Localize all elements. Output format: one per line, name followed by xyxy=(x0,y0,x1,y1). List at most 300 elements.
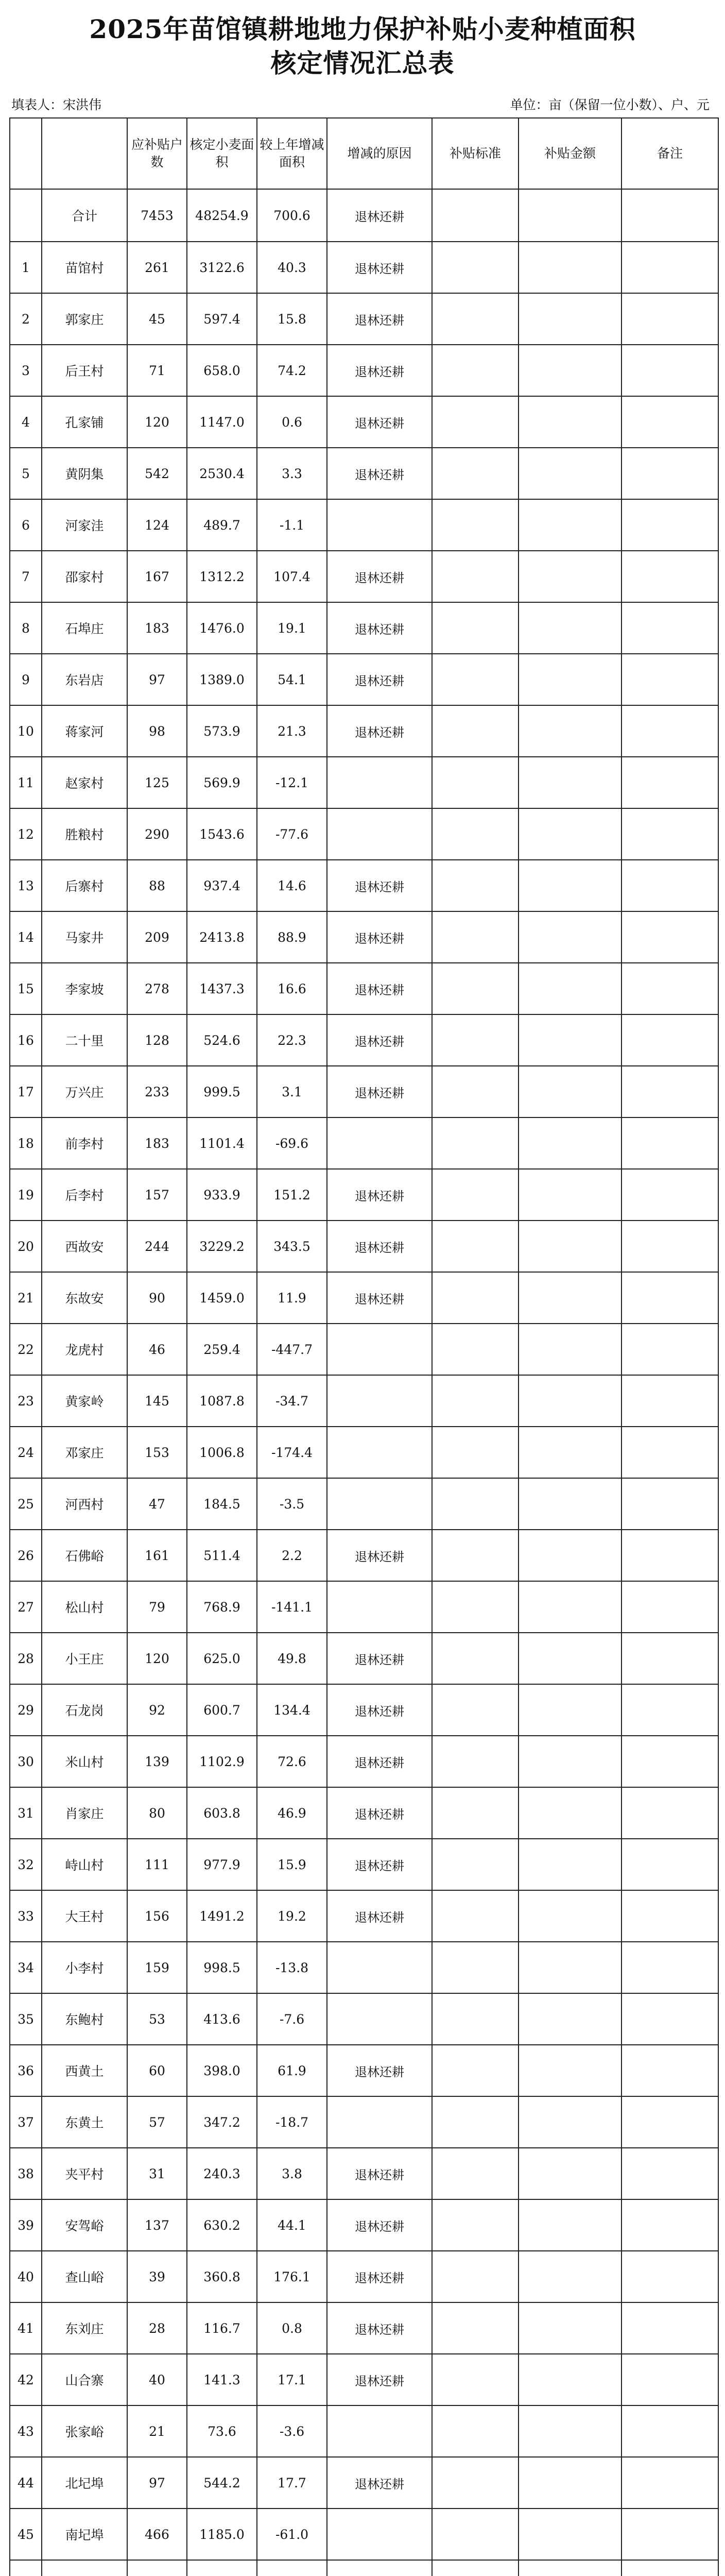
row-seq: 25 xyxy=(10,1478,42,1530)
row-households: 183 xyxy=(127,1117,187,1169)
row-amount xyxy=(519,2560,622,2576)
row-seq: 40 xyxy=(10,2251,42,2302)
row-remark xyxy=(622,499,718,551)
row-area: 1102.9 xyxy=(187,1736,257,1787)
row-area: 3122.6 xyxy=(187,242,257,293)
row-remark xyxy=(622,2045,718,2096)
row-area: 603.8 xyxy=(187,1787,257,1839)
row-standard xyxy=(432,911,519,963)
row-seq: 24 xyxy=(10,1427,42,1478)
row-seq: 23 xyxy=(10,1375,42,1427)
table-row xyxy=(10,1633,718,1684)
row-standard xyxy=(432,1427,519,1478)
row-remark xyxy=(622,1169,718,1221)
row-village: 东故安 xyxy=(42,1272,127,1324)
row-village: 马家井 xyxy=(42,911,127,963)
row-standard xyxy=(432,808,519,860)
row-households: 53 xyxy=(127,1993,187,2045)
row-village: 龙虎村 xyxy=(42,1324,127,1375)
row-remark xyxy=(622,1324,718,1375)
row-households: 290 xyxy=(127,808,187,860)
row-change: -61.0 xyxy=(257,2509,327,2560)
row-village: 峙山村 xyxy=(42,1839,127,1890)
row-reason xyxy=(327,2560,432,2576)
row-amount xyxy=(519,1478,622,1530)
header-area: 核定小麦面积 xyxy=(187,118,257,189)
row-amount xyxy=(519,1530,622,1581)
table-row xyxy=(10,1375,718,1427)
row-seq: 13 xyxy=(10,860,42,911)
row-reason xyxy=(327,1993,432,2045)
row-standard xyxy=(432,1633,519,1684)
row-standard xyxy=(432,1942,519,1993)
row-reason xyxy=(327,1581,432,1633)
row-remark xyxy=(622,1530,718,1581)
row-reason xyxy=(327,1375,432,1427)
row-standard xyxy=(432,2560,519,2576)
row-seq: 4 xyxy=(10,396,42,448)
row-standard xyxy=(432,654,519,705)
row-area: 625.0 xyxy=(187,1633,257,1684)
row-village: 大王村 xyxy=(42,1890,127,1942)
row-area xyxy=(187,2560,257,2576)
row-seq: 18 xyxy=(10,1117,42,1169)
row-reason xyxy=(327,1427,432,1478)
row-seq: 9 xyxy=(10,654,42,705)
row-change: 22.3 xyxy=(257,1014,327,1066)
row-standard xyxy=(432,345,519,396)
table-row xyxy=(10,2560,718,2576)
row-remark xyxy=(622,1942,718,1993)
row-change: -174.4 xyxy=(257,1427,327,1478)
row-area: 259.4 xyxy=(187,1324,257,1375)
row-amount xyxy=(519,1427,622,1478)
header-remark: 备注 xyxy=(622,118,718,189)
row-households: 40 xyxy=(127,2354,187,2405)
total-label: 合计 xyxy=(42,189,127,242)
row-reason: 退林还耕 xyxy=(327,654,432,705)
row-remark xyxy=(622,1272,718,1324)
row-amount xyxy=(519,1581,622,1633)
row-reason: 退林还耕 xyxy=(327,1839,432,1890)
row-village: 东岩店 xyxy=(42,654,127,705)
row-village: 河家洼 xyxy=(42,499,127,551)
row-reason: 退林还耕 xyxy=(327,1684,432,1736)
table-row xyxy=(10,654,718,705)
row-households: 28 xyxy=(127,2302,187,2354)
row-area: 511.4 xyxy=(187,1530,257,1581)
row-change: -77.6 xyxy=(257,808,327,860)
row-change: 0.8 xyxy=(257,2302,327,2354)
row-remark xyxy=(622,1014,718,1066)
row-remark xyxy=(622,293,718,345)
row-households: 90 xyxy=(127,1272,187,1324)
row-standard xyxy=(432,705,519,757)
row-seq: 35 xyxy=(10,1993,42,2045)
row-reason: 退林还耕 xyxy=(327,293,432,345)
row-standard xyxy=(432,2148,519,2199)
row-seq: 6 xyxy=(10,499,42,551)
row-households: 278 xyxy=(127,963,187,1014)
row-amount xyxy=(519,1942,622,1993)
row-seq: 28 xyxy=(10,1633,42,1684)
row-area: 600.7 xyxy=(187,1684,257,1736)
row-reason: 退林还耕 xyxy=(327,860,432,911)
row-standard xyxy=(432,1736,519,1787)
table-row xyxy=(10,602,718,654)
table-row xyxy=(10,1427,718,1478)
row-village: 米山村 xyxy=(42,1736,127,1787)
row-amount xyxy=(519,2509,622,2560)
row-reason: 退林还耕 xyxy=(327,242,432,293)
row-change: 19.1 xyxy=(257,602,327,654)
row-village: 孔家铺 xyxy=(42,396,127,448)
row-village: 松山村 xyxy=(42,1581,127,1633)
row-village xyxy=(42,2560,127,2576)
row-seq: 26 xyxy=(10,1530,42,1581)
row-change: 21.3 xyxy=(257,705,327,757)
row-village: 石埠庄 xyxy=(42,602,127,654)
row-households: 88 xyxy=(127,860,187,911)
row-area: 240.3 xyxy=(187,2148,257,2199)
table-row xyxy=(10,1736,718,1787)
table-row xyxy=(10,2354,718,2405)
row-change: 72.6 xyxy=(257,1736,327,1787)
row-standard xyxy=(432,1324,519,1375)
row-remark xyxy=(622,2096,718,2148)
row-area: 1312.2 xyxy=(187,551,257,602)
row-seq: 3 xyxy=(10,345,42,396)
row-amount xyxy=(519,293,622,345)
row-amount xyxy=(519,2148,622,2199)
row-households: 128 xyxy=(127,1014,187,1066)
row-reason: 退林还耕 xyxy=(327,1736,432,1787)
row-reason xyxy=(327,499,432,551)
row-change: -12.1 xyxy=(257,757,327,808)
row-change: 134.4 xyxy=(257,1684,327,1736)
row-standard xyxy=(432,1530,519,1581)
row-amount xyxy=(519,1117,622,1169)
row-amount xyxy=(519,396,622,448)
row-amount xyxy=(519,1375,622,1427)
table-row xyxy=(10,911,718,963)
row-village: 东鲍村 xyxy=(42,1993,127,2045)
table-row xyxy=(10,757,718,808)
header-households: 应补贴户数 xyxy=(127,118,187,189)
row-reason: 退林还耕 xyxy=(327,602,432,654)
row-households: 47 xyxy=(127,1478,187,1530)
row-reason: 退林还耕 xyxy=(327,1633,432,1684)
table-row xyxy=(10,2457,718,2509)
row-remark xyxy=(622,757,718,808)
row-area: 141.3 xyxy=(187,2354,257,2405)
row-households: 145 xyxy=(127,1375,187,1427)
table-row xyxy=(10,448,718,499)
row-amount xyxy=(519,2405,622,2457)
title-line-2: 核定情况汇总表 xyxy=(270,48,455,78)
row-amount xyxy=(519,499,622,551)
row-amount xyxy=(519,1272,622,1324)
row-households: 183 xyxy=(127,602,187,654)
row-village: 小王庄 xyxy=(42,1633,127,1684)
row-area: 184.5 xyxy=(187,1478,257,1530)
row-area: 1087.8 xyxy=(187,1375,257,1427)
row-remark xyxy=(622,396,718,448)
row-amount xyxy=(519,1633,622,1684)
row-area: 1543.6 xyxy=(187,808,257,860)
header-village xyxy=(42,118,127,189)
row-remark xyxy=(622,1478,718,1530)
row-change: -447.7 xyxy=(257,1324,327,1375)
row-area: 1006.8 xyxy=(187,1427,257,1478)
row-amount xyxy=(519,448,622,499)
reporter-label: 填表人：宋洪伟 xyxy=(11,97,102,112)
row-village: 石龙岗 xyxy=(42,1684,127,1736)
row-standard xyxy=(432,2509,519,2560)
row-reason xyxy=(327,1324,432,1375)
title-line-1: 2025年苗馆镇耕地地力保护补贴小麦种植面积 xyxy=(89,14,636,44)
row-village: 东刘庄 xyxy=(42,2302,127,2354)
unit-label: 单位：亩（保留一位小数）、户、元 xyxy=(510,97,710,112)
row-households: 209 xyxy=(127,911,187,963)
row-seq: 22 xyxy=(10,1324,42,1375)
row-change: -141.1 xyxy=(257,1581,327,1633)
row-seq: 33 xyxy=(10,1890,42,1942)
row-households: 157 xyxy=(127,1169,187,1221)
row-reason: 退林还耕 xyxy=(327,551,432,602)
row-village: 西故安 xyxy=(42,1221,127,1272)
total-remark xyxy=(622,189,718,242)
row-area: 977.9 xyxy=(187,1839,257,1890)
row-area: 1185.0 xyxy=(187,2509,257,2560)
row-area: 1437.3 xyxy=(187,963,257,1014)
row-remark xyxy=(622,2251,718,2302)
row-change: -1.1 xyxy=(257,499,327,551)
row-remark xyxy=(622,860,718,911)
table-row xyxy=(10,963,718,1014)
row-standard xyxy=(432,2096,519,2148)
row-change: 49.8 xyxy=(257,1633,327,1684)
row-households: 98 xyxy=(127,705,187,757)
row-reason: 退林还耕 xyxy=(327,1014,432,1066)
row-reason: 退林还耕 xyxy=(327,2354,432,2405)
row-standard xyxy=(432,1993,519,2045)
row-households: 542 xyxy=(127,448,187,499)
row-village: 黄家岭 xyxy=(42,1375,127,1427)
row-households xyxy=(127,2560,187,2576)
row-remark xyxy=(622,1684,718,1736)
header-row xyxy=(10,118,718,189)
row-amount xyxy=(519,2457,622,2509)
table-row xyxy=(10,1787,718,1839)
row-seq: 36 xyxy=(10,2045,42,2096)
row-seq: 15 xyxy=(10,963,42,1014)
row-households: 71 xyxy=(127,345,187,396)
total-seq xyxy=(10,189,42,242)
row-households: 153 xyxy=(127,1427,187,1478)
row-standard xyxy=(432,1014,519,1066)
row-area: 1491.2 xyxy=(187,1890,257,1942)
row-village: 小李村 xyxy=(42,1942,127,1993)
row-change: -7.6 xyxy=(257,1993,327,2045)
row-remark xyxy=(622,1375,718,1427)
row-remark xyxy=(622,1736,718,1787)
table-row xyxy=(10,1942,718,1993)
table-row xyxy=(10,1890,718,1942)
row-standard xyxy=(432,2457,519,2509)
row-standard xyxy=(432,1272,519,1324)
row-area: 524.6 xyxy=(187,1014,257,1066)
row-remark xyxy=(622,345,718,396)
row-village: 后王村 xyxy=(42,345,127,396)
meta-bar xyxy=(11,93,714,113)
table-row xyxy=(10,499,718,551)
row-change: 61.9 xyxy=(257,2045,327,2096)
row-change: 107.4 xyxy=(257,551,327,602)
row-amount xyxy=(519,705,622,757)
row-amount xyxy=(519,2354,622,2405)
table-row xyxy=(10,1478,718,1530)
row-amount xyxy=(519,345,622,396)
table-row xyxy=(10,1066,718,1117)
row-remark xyxy=(622,1581,718,1633)
row-area: 1147.0 xyxy=(187,396,257,448)
row-seq xyxy=(10,2560,42,2576)
row-amount xyxy=(519,808,622,860)
row-remark xyxy=(622,242,718,293)
row-remark xyxy=(622,2405,718,2457)
row-change: 17.7 xyxy=(257,2457,327,2509)
row-standard xyxy=(432,2199,519,2251)
table-row xyxy=(10,2148,718,2199)
row-area: 489.7 xyxy=(187,499,257,551)
row-change: 14.6 xyxy=(257,860,327,911)
row-households: 120 xyxy=(127,1633,187,1684)
row-change: 15.8 xyxy=(257,293,327,345)
row-standard xyxy=(432,242,519,293)
row-remark xyxy=(622,1633,718,1684)
row-remark xyxy=(622,1221,718,1272)
row-amount xyxy=(519,1736,622,1787)
table-row xyxy=(10,808,718,860)
row-reason: 退林还耕 xyxy=(327,2045,432,2096)
header-amount: 补贴金额 xyxy=(519,118,622,189)
row-standard xyxy=(432,448,519,499)
row-reason: 退林还耕 xyxy=(327,1890,432,1942)
row-reason: 退林还耕 xyxy=(327,1066,432,1117)
row-area: 1101.4 xyxy=(187,1117,257,1169)
row-households: 167 xyxy=(127,551,187,602)
table-row xyxy=(10,1272,718,1324)
row-change: 74.2 xyxy=(257,345,327,396)
row-area: 998.5 xyxy=(187,1942,257,1993)
table-row xyxy=(10,2096,718,2148)
row-households: 139 xyxy=(127,1736,187,1787)
row-area: 630.2 xyxy=(187,2199,257,2251)
row-standard xyxy=(432,396,519,448)
row-remark xyxy=(622,2457,718,2509)
row-standard xyxy=(432,1684,519,1736)
row-remark xyxy=(622,705,718,757)
row-households: 156 xyxy=(127,1890,187,1942)
table-row xyxy=(10,1581,718,1633)
table-row xyxy=(10,2199,718,2251)
row-seq: 20 xyxy=(10,1221,42,1272)
row-area: 544.2 xyxy=(187,2457,257,2509)
row-remark xyxy=(622,654,718,705)
row-remark xyxy=(622,1787,718,1839)
row-village: 后李村 xyxy=(42,1169,127,1221)
row-standard xyxy=(432,2354,519,2405)
row-seq: 39 xyxy=(10,2199,42,2251)
row-change: 88.9 xyxy=(257,911,327,963)
row-amount xyxy=(519,2302,622,2354)
row-area: 937.4 xyxy=(187,860,257,911)
row-change: -69.6 xyxy=(257,1117,327,1169)
row-reason: 退林还耕 xyxy=(327,2457,432,2509)
row-change: 176.1 xyxy=(257,2251,327,2302)
row-standard xyxy=(432,860,519,911)
row-change: -3.6 xyxy=(257,2405,327,2457)
row-village: 张家峪 xyxy=(42,2405,127,2457)
row-households: 261 xyxy=(127,242,187,293)
row-households: 79 xyxy=(127,1581,187,1633)
row-amount xyxy=(519,551,622,602)
row-remark xyxy=(622,448,718,499)
row-standard xyxy=(432,2302,519,2354)
row-reason: 退林还耕 xyxy=(327,396,432,448)
table-row xyxy=(10,1169,718,1221)
row-amount xyxy=(519,242,622,293)
row-area: 1459.0 xyxy=(187,1272,257,1324)
row-seq: 41 xyxy=(10,2302,42,2354)
row-standard xyxy=(432,1066,519,1117)
row-standard xyxy=(432,963,519,1014)
row-change: 15.9 xyxy=(257,1839,327,1890)
row-reason xyxy=(327,1478,432,1530)
row-village: 李家坡 xyxy=(42,963,127,1014)
row-area: 2530.4 xyxy=(187,448,257,499)
row-standard xyxy=(432,1117,519,1169)
row-amount xyxy=(519,1221,622,1272)
row-seq: 17 xyxy=(10,1066,42,1117)
row-standard xyxy=(432,1581,519,1633)
row-remark xyxy=(622,2509,718,2560)
row-standard xyxy=(432,1839,519,1890)
row-change: 343.5 xyxy=(257,1221,327,1272)
row-area: 347.2 xyxy=(187,2096,257,2148)
row-households: 97 xyxy=(127,654,187,705)
table-row xyxy=(10,1684,718,1736)
row-seq: 12 xyxy=(10,808,42,860)
row-area: 2413.8 xyxy=(187,911,257,963)
row-seq: 10 xyxy=(10,705,42,757)
total-change: 700.6 xyxy=(257,189,327,242)
row-village: 查山峪 xyxy=(42,2251,127,2302)
row-households: 161 xyxy=(127,1530,187,1581)
row-remark xyxy=(622,1993,718,2045)
row-reason: 退林还耕 xyxy=(327,345,432,396)
row-area: 768.9 xyxy=(187,1581,257,1633)
row-households: 233 xyxy=(127,1066,187,1117)
row-households: 244 xyxy=(127,1221,187,1272)
row-seq: 44 xyxy=(10,2457,42,2509)
row-seq: 7 xyxy=(10,551,42,602)
row-seq: 1 xyxy=(10,242,42,293)
row-area: 999.5 xyxy=(187,1066,257,1117)
row-village: 西黄土 xyxy=(42,2045,127,2096)
row-area: 73.6 xyxy=(187,2405,257,2457)
